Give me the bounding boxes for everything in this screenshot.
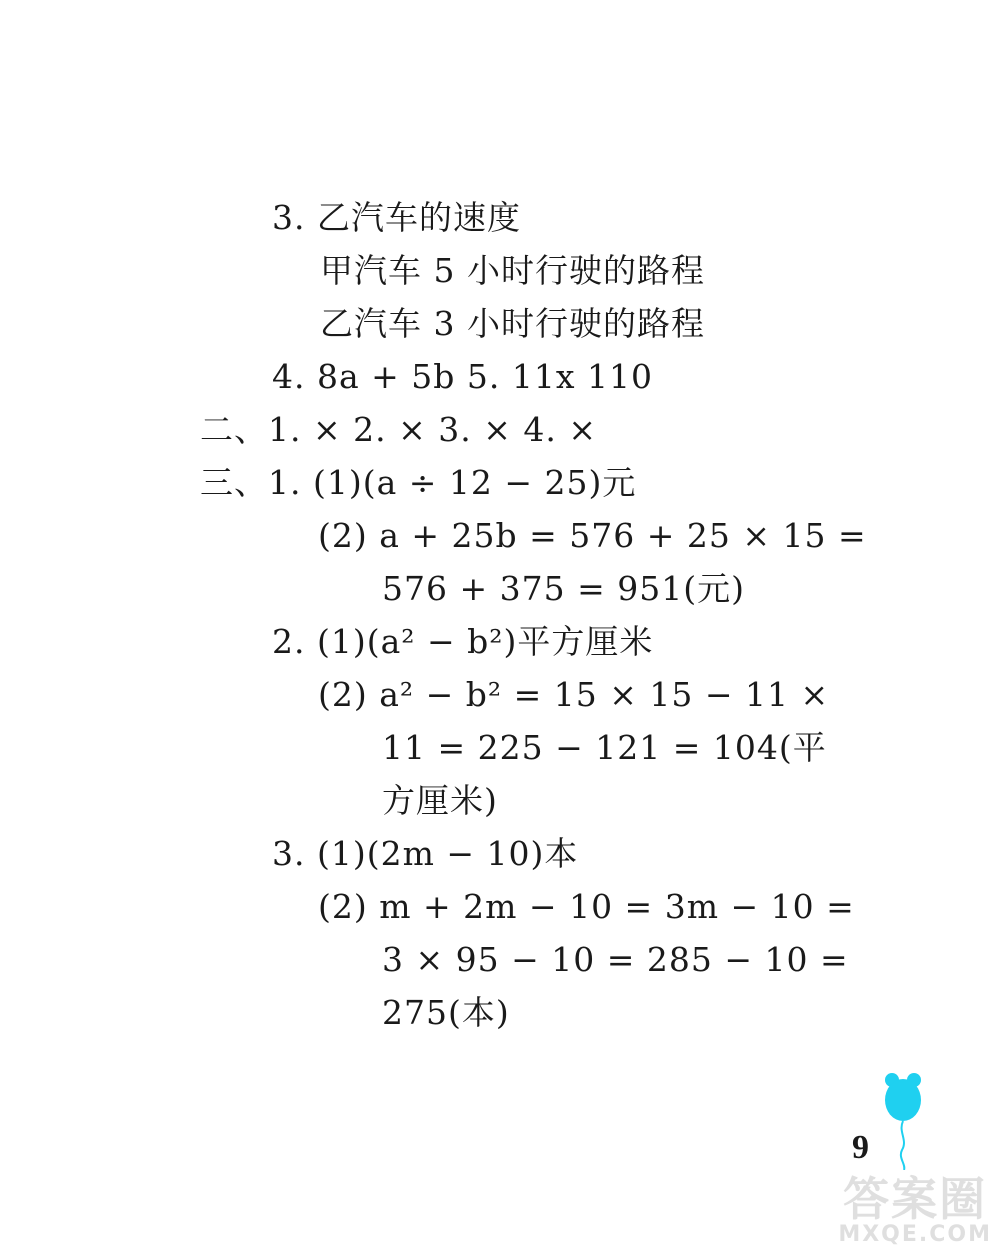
section-3-q2-part-1: 2. (1)(a² − b²)平方厘米 — [272, 622, 654, 661]
watermark-url: MXQE.COM — [838, 1222, 992, 1247]
section-3-q1-part-2-cont: 576 + 375 = 951(元) — [382, 569, 745, 608]
section-3-q3-part-2-cont-2: 275(本) — [382, 993, 510, 1032]
balloon-icon — [880, 1070, 940, 1170]
section-3-q2-part-2: (2) a² − b² = 15 × 15 − 11 × — [318, 675, 830, 714]
section-3-q1-part-2: (2) a + 25b = 576 + 25 × 15 = — [318, 516, 867, 555]
watermark-logo: 答案圈 — [843, 1172, 988, 1226]
section-2-answers: 二、1. × 2. × 3. × 4. × — [200, 410, 597, 449]
answer-line-3-part-2: 甲汽车 5 小时行驶的路程 — [320, 251, 705, 290]
page-number: 9 — [852, 1129, 869, 1166]
section-3-q1-part-1: 三、1. (1)(a ÷ 12 − 25)元 — [200, 463, 637, 502]
watermark — [838, 1172, 992, 1247]
section-3-q3-part-1: 3. (1)(2m − 10)本 — [272, 834, 579, 873]
section-3-q2-part-2-cont: 11 = 225 − 121 = 104(平 — [382, 728, 827, 767]
section-3-q3-part-2-cont: 3 × 95 − 10 = 285 − 10 = — [382, 940, 849, 979]
answer-line-3: 3. 乙汽车的速度 — [272, 198, 521, 237]
section-3-q3-part-2: (2) m + 2m − 10 = 3m − 10 = — [318, 887, 855, 926]
answer-line-4-5: 4. 8a + 5b 5. 11x 110 — [272, 357, 653, 396]
answer-line-3-part-3: 乙汽车 3 小时行驶的路程 — [320, 304, 705, 343]
section-3-q2-part-2-cont-2: 方厘米) — [382, 781, 498, 820]
